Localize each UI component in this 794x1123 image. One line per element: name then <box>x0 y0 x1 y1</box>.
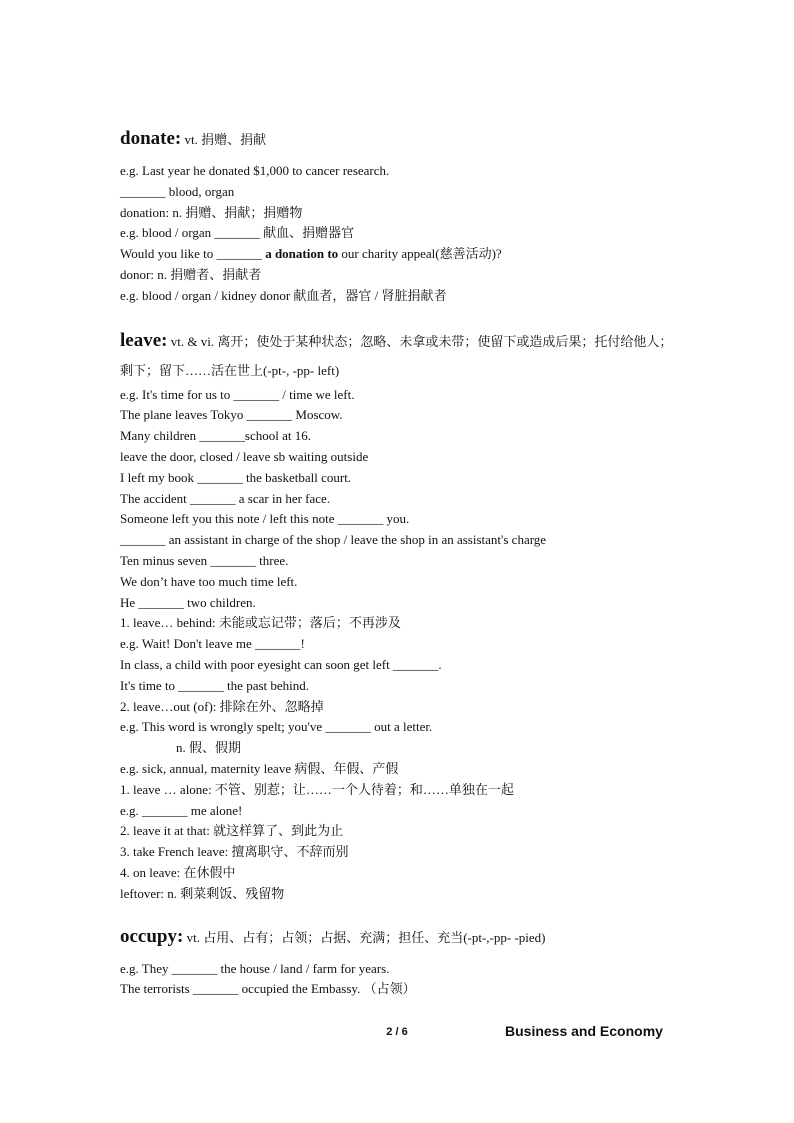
text-line: 4. on leave: 在休假中 <box>120 864 236 880</box>
text-line: e.g. blood / organ _______ 献血、捐赠器官 <box>120 225 355 241</box>
text-segment: Would you like to _______ <box>120 246 266 262</box>
text-line: leftover: n. 剩菜剩饭、残留物 <box>120 885 285 901</box>
bold-phrase: a donation to <box>265 246 339 262</box>
entry-occupy <box>120 924 680 1001</box>
text-line: e.g. sick, annual, maternity leave 病假、年假、产假 <box>120 760 399 776</box>
text-line: _______ an assistant in charge of the shop / leave the shop in an assistant's charge <box>120 532 547 548</box>
text-line: 3. take French leave: 擅离职守、不辞而别 <box>120 844 349 860</box>
text-line: 1. leave … alone: 不管、别惹；让……一个人待着；和……单独在一起 <box>120 781 514 797</box>
text-line: Ten minus seven _______ three. <box>120 552 289 568</box>
page-number: 2 / 6 <box>386 1026 408 1038</box>
headword: leave: <box>120 329 168 351</box>
text-line: e.g. This word is wrongly spelt; you've _______ out a letter. <box>120 719 433 735</box>
text-line: In class, a child with poor eyesight can soon get left _______. <box>120 656 442 672</box>
text-segment: our charity appeal(慈善活动)? <box>338 246 502 262</box>
text-line: I left my book _______ the basketball court. <box>120 469 352 485</box>
text-line: e.g. They _______ the house / land / farm for years. <box>120 960 390 976</box>
text-line: donation: n. 捐赠、捐献；捐赠物 <box>120 204 303 220</box>
text-line: We don’t have too much time left. <box>120 573 298 589</box>
headword-line <box>120 126 680 153</box>
text-line: The accident _______ a scar in her face. <box>120 490 331 506</box>
text-line: Someone left you this note / left this note _______ you. <box>120 511 410 527</box>
headword: occupy: <box>120 925 184 947</box>
text-line: e.g. Wait! Don't leave me _______! <box>120 636 305 652</box>
spacer <box>120 307 680 326</box>
entry-donate <box>120 126 680 307</box>
text-line: The terrorists _______ occupied the Embassy. （占领） <box>120 981 416 997</box>
text-line: e.g. It's time for us to _______ / time we left. <box>120 386 355 402</box>
text-line: 1. leave… behind: 未能或忘记带；落后；不再涉及 <box>120 615 401 631</box>
vocabulary-content <box>120 126 680 1000</box>
headword: donate: <box>120 128 182 149</box>
text-line: Many children _______school at 16. <box>120 428 311 444</box>
headword-definition: vt. 占用、占有；占领；占据、充满；担任、充当(-pt-,-pp- -pied) <box>183 929 546 945</box>
text-line: 2. leave…out (of): 排除在外、忽略掉 <box>120 698 324 714</box>
footer-title: Business and Economy <box>505 1023 663 1039</box>
text-line: _______ blood, organ <box>120 183 235 199</box>
text-line: n. 假、假期 <box>176 740 242 756</box>
headword-definition: vt. 捐赠、捐献 <box>181 132 267 147</box>
text-line: e.g. Last year he donated $1,000 to cancer research. <box>120 163 390 178</box>
text-line: e.g. blood / organ / kidney donor 献血者，器官 / 肾脏捐献者 <box>120 287 447 303</box>
spacer <box>120 905 680 924</box>
text-line: donor: n. 捐赠者、捐献者 <box>120 266 262 282</box>
text-line: He _______ two children. <box>120 594 256 610</box>
text-line: It's time to _______ the past behind. <box>120 677 310 693</box>
text-line: 2. leave it at that: 就这样算了、到此为止 <box>120 823 344 839</box>
entry-leave <box>120 326 680 905</box>
text-line: leave the door, closed / leave sb waiting outside <box>120 448 369 464</box>
text-line: e.g. _______ me alone! <box>120 802 243 818</box>
text-line <box>120 244 680 265</box>
headword-line <box>120 326 680 385</box>
text-line: The plane leaves Tokyo _______ Moscow. <box>120 407 343 423</box>
headword-line <box>120 924 680 951</box>
headword-definition: vt. & vi. 离开；使处于某种状态；忽略、未拿或未带；使留下或造成后果；托付给他人；剩下；留下……活在世上(-pt-, -pp- left) <box>120 333 673 378</box>
